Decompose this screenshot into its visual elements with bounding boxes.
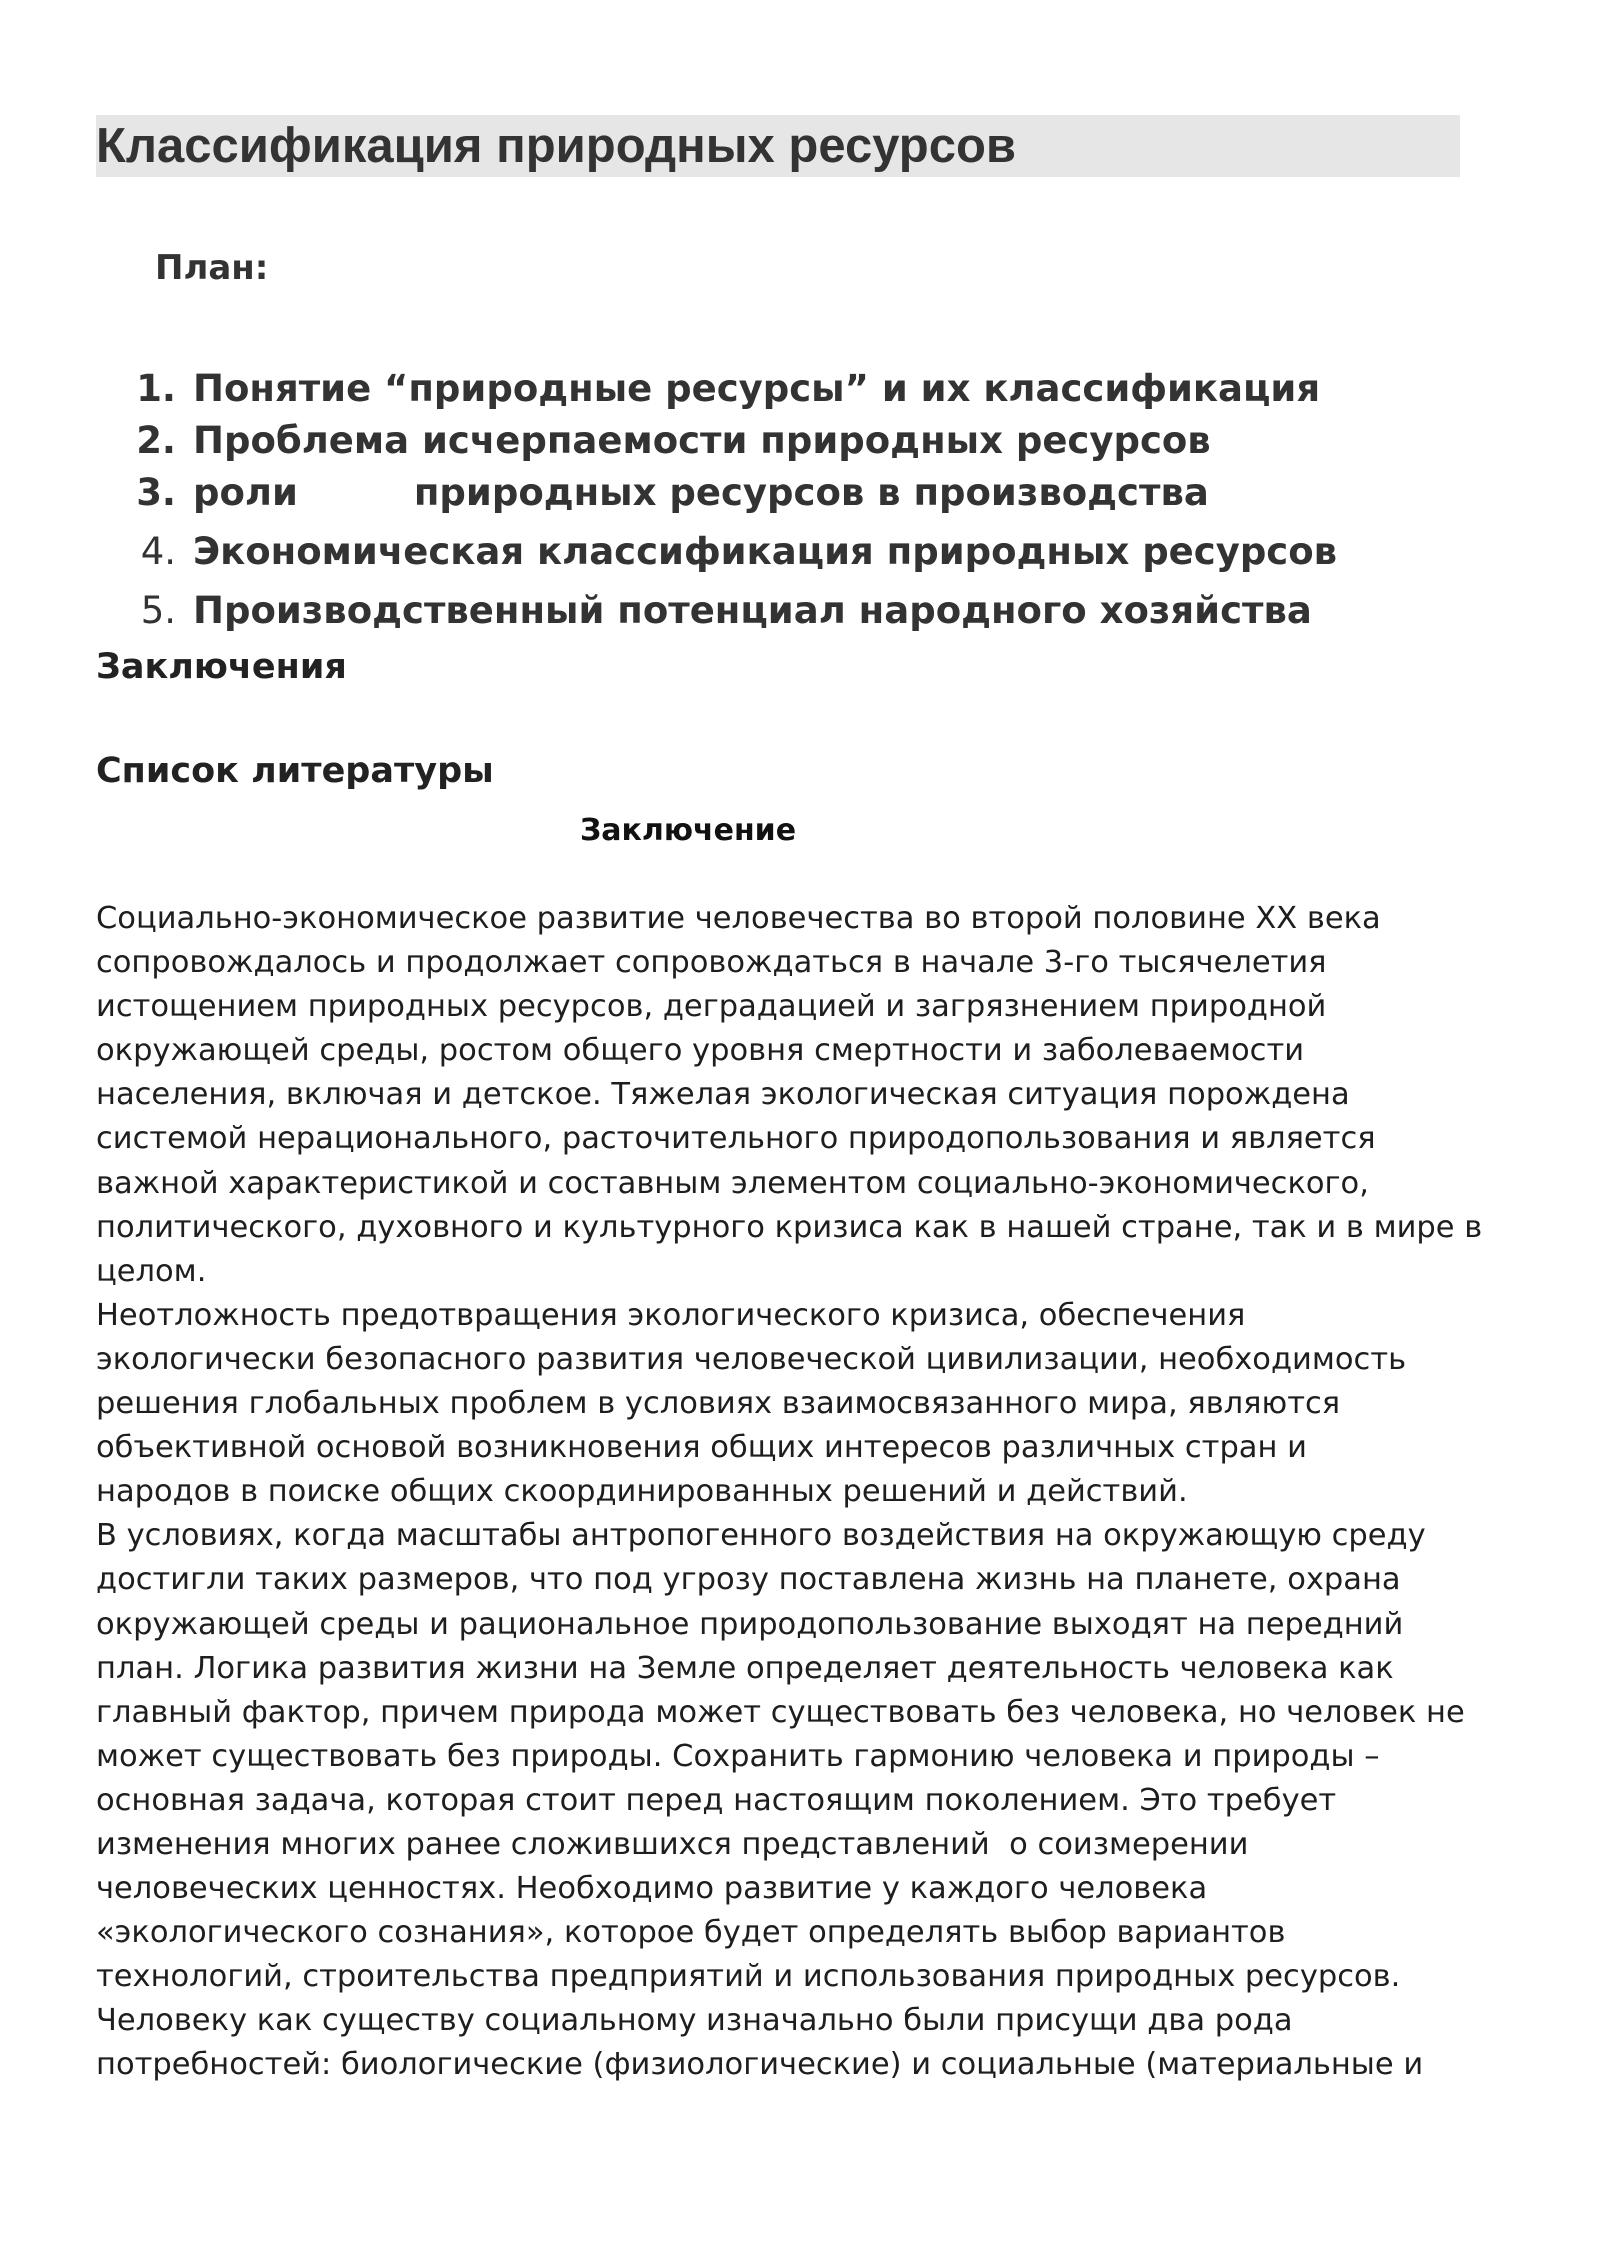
body-line: решения глобальных проблем в условиях взаимосвязанного мира, являются <box>96 1386 1341 1422</box>
plan-item-text: роли природных ресурсов в производства <box>193 471 1209 514</box>
body-line: может существовать без природы. Сохранить гармонию человека и природы – <box>96 1738 1380 1774</box>
body-line: технологий, строительства предприятий и использования природных ресурсов. <box>96 1959 1401 1995</box>
plan-item-number: 4. <box>140 530 176 573</box>
plan-item-text: Проблема исчерпаемости природных ресурсов <box>193 419 1211 462</box>
plan-item <box>0 414 1500 468</box>
conclusions-label: Заключения <box>96 647 347 687</box>
conclusion-body <box>96 897 1483 2088</box>
body-line: Неотложность предотвращения экологического кризиса, обеспечения <box>96 1297 1246 1333</box>
plan-item <box>0 362 1500 416</box>
body-line: основная задача, которая стоит перед настоящим поколением. Это требует <box>96 1782 1337 1818</box>
body-line: окружающей среды, ростом общего уровня смертности и заболеваемости <box>96 1033 1305 1069</box>
body-line: план. Логика развития жизни на Земле определяет деятельность человека как <box>96 1650 1394 1686</box>
body-line: изменения многих ранее сложившихся представлений о соизмерении <box>96 1826 1249 1862</box>
conclusion-heading: Заключение <box>579 813 797 848</box>
body-line: объективной основой возникновения общих интересов различных стран и <box>96 1430 1307 1466</box>
plan-item-number: 5. <box>140 589 176 632</box>
body-line: достигли таких размеров, что под угрозу поставлена жизнь на планете, охрана <box>96 1562 1401 1598</box>
plan-item-number: 2. <box>136 419 176 462</box>
body-line: экологически безопасного развития человеческой цивилизации, необходимость <box>96 1341 1407 1377</box>
plan-item-number: 3. <box>136 471 176 514</box>
plan-item <box>0 584 1500 638</box>
body-line: целом. <box>96 1253 207 1289</box>
body-line: Человеку как существу социальному изначально были присущи два рода <box>96 2003 1293 2039</box>
plan-item-number: 1. <box>136 367 176 410</box>
body-line: важной характеристикой и составным элементом социально-экономического, <box>96 1165 1369 1201</box>
body-line: Социально-экономическое развитие человечества во второй половине XX века <box>96 901 1381 936</box>
body-line: населения, включая и детское. Тяжелая экологическая ситуация порождена <box>96 1077 1350 1113</box>
body-line: человеческих ценностях. Необходимо развитие у каждого человека <box>96 1871 1208 1907</box>
body-line: сопровождалось и продолжает сопровождаться в начале 3-го тысячелетия <box>96 945 1327 981</box>
body-line: главный фактор, причем природа может существовать без человека, но человек не <box>96 1694 1465 1730</box>
body-line: политического, духовного и культурного кризиса как в нашей стране, так и в мире в <box>96 1209 1483 1245</box>
body-line: «экологического сознания», которое будет определять выбор вариантов <box>96 1915 1286 1951</box>
body-line: системой нерационального, расточительного природопользования и является <box>96 1121 1376 1157</box>
plan-item-text: Производственный потенциал народного хозяйства <box>193 589 1312 632</box>
references-label: Список литературы <box>96 751 494 791</box>
body-line: окружающей среды и рациональное природопользование выходят на передний <box>96 1606 1404 1642</box>
body-line: В условиях, когда масштабы антропогенного воздействия на окружающую среду <box>96 1518 1426 1554</box>
body-line: истощением природных ресурсов, деградацией и загрязнением природной <box>96 989 1327 1025</box>
plan-item-text: Экономическая классификация природных ресурсов <box>193 530 1338 573</box>
plan-item-text: Понятие “природные ресурсы” и их классификация <box>193 367 1321 410</box>
body-line: потребностей: биологические (физиологические) и социальные (материальные и <box>96 2047 1424 2083</box>
plan-item <box>0 466 1500 520</box>
document-title: Классификация природных ресурсов <box>96 119 1017 173</box>
plan-item <box>0 525 1500 579</box>
plan-heading: План: <box>155 248 269 288</box>
body-line: народов в поиске общих скоординированных решений и действий. <box>96 1474 1188 1510</box>
